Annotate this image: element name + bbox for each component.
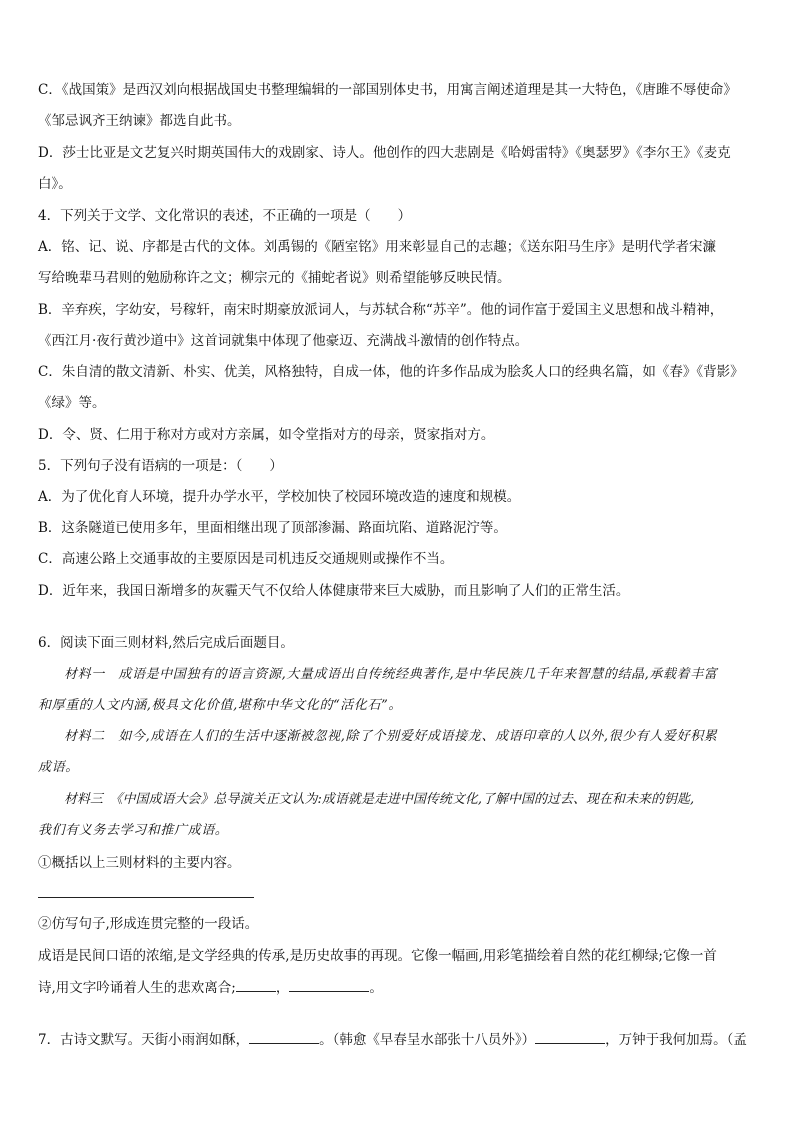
q6-material2-line1: 材料二 如今,成语在人们的生活中逐渐被忽视,除了个别爱好成语接龙、成语印章的人以外,很少有人爱好积累	[64, 729, 718, 744]
q5-stem: 5．下列句子没有语病的一项是：（ ）	[38, 458, 283, 474]
q4-stem: 4．下列关于文学、文化常识的表述，不正确的一项是（ ）	[38, 208, 412, 224]
answer-line[interactable]	[38, 897, 254, 898]
q7-prompt: 7．古诗文默写。天街小雨润如酥，	[38, 1032, 250, 1048]
q3-option-d-line2: 白》。	[38, 176, 72, 192]
q6-material2-line2: 成语。	[38, 760, 79, 775]
period: 。	[369, 980, 383, 996]
q4-option-c-line2: 《绿》等。	[38, 395, 106, 411]
answer-blank[interactable]	[236, 977, 276, 992]
q7-line1	[38, 1029, 747, 1050]
q6-material1-line1: 材料一 成语是中国独有的语言资源,大量成语出自传统经典著作,是中华民族几千年来智慧的结晶,承载着丰富	[64, 667, 718, 682]
q7-continuation: ，万钟于我何加焉。（孟	[605, 1032, 747, 1048]
q6-imitation-line1: 成语是民间口语的浓缩,是文学经典的传承,是历史故事的再现。它像一幅画,用彩笔描绘着自然的花红柳绿;它像一首	[38, 948, 717, 964]
q6-material1-line2: 和厚重的人文内涵,极具文化价值,堪称中华文化的“活化石”。	[38, 698, 402, 713]
q6-imitation-line2	[38, 977, 383, 998]
q6-material3-line1: 材料三 《中国成语大会》总导演关正文认为:成语就是走进中国传统文化,了解中国的过去、现在和未来的钥匙,	[64, 792, 695, 807]
q3-option-c-line1: C．《战国策》是西汉刘向根据战国史书整理编辑的一部国别体史书，用寓言阐述道理是其一大特色，《唐雎不辱使命》	[38, 82, 737, 98]
q5-option-d: D．近年来，我国日渐增多的灰霾天气不仅给人体健康带来巨大威胁，而且影响了人们的正常生活。	[38, 583, 630, 599]
separator: ，	[275, 980, 290, 996]
q3-option-c-line2: 《邹忌讽齐王纳谏》都选自此书。	[38, 113, 241, 129]
q4-option-a-line2: 写给晚辈马君则的勉励称许之文；柳宗元的《捕蛇者说》则希望能够反映民情。	[38, 270, 511, 286]
q6-sub-question-1: ①概括以上三则材料的主要内容。	[38, 855, 241, 871]
q5-option-a: A．为了优化育人环境，提升办学水平，学校加快了校园环境改造的速度和规模。	[38, 489, 521, 505]
q6-sub-question-2: ②仿写句子,形成连贯完整的一段话。	[38, 916, 259, 932]
q4-option-b-line1: B．辛弃疾，字幼安，号稼轩，南宋时期豪放派词人，与苏轼合称“苏辛”。他的词作富于爱国主义思想和战斗精神，	[38, 302, 724, 318]
answer-blank[interactable]	[535, 1029, 605, 1044]
answer-blank[interactable]	[289, 977, 369, 992]
q6-stem: 6．阅读下面三则材料,然后完成后面题目。	[38, 635, 294, 651]
q4-option-c-line1: C．朱自清的散文清新、朴实、优美，风格独特，自成一体，他的许多作品成为脍炙人口的经典名篇，如《春》《背影》	[38, 364, 744, 380]
q3-option-d-line1: D．莎士比亚是文艺复兴时期英国伟大的戏剧家、诗人。他创作的四大悲剧是《哈姆雷特》《奥瑟罗》《李尔王》《麦克	[38, 145, 731, 161]
q4-option-b-line2: 《西江月·夜行黄沙道中》这首词就集中体现了他豪迈、充满战斗激情的创作特点。	[38, 333, 529, 349]
answer-blank[interactable]	[249, 1029, 319, 1044]
q6-material3-line2: 我们有义务去学习和推广成语。	[38, 823, 229, 838]
q4-option-a-line1: A．铭、记、说、序都是古代的文体。刘禹锡的《陋室铭》用来彰显自己的志趣；《送东阳马生序》是明代学者宋濂	[38, 239, 716, 255]
q7-source: 。（韩愈《早春呈水部张十八员外》）	[319, 1032, 536, 1048]
q4-option-d: D．令、贤、仁用于称对方或对方亲属，如令堂指对方的母亲，贤家指对方。	[38, 427, 495, 443]
q5-option-b: B．这条隧道已使用多年，里面相继出现了顶部渗漏、路面坑陷、道路泥泞等。	[38, 520, 507, 536]
q5-option-c: C．高速公路上交通事故的主要原因是司机违反交通规则或操作不当。	[38, 551, 454, 567]
imitation-text: 诗,用文字吟诵着人生的悲欢离合;	[38, 980, 236, 996]
